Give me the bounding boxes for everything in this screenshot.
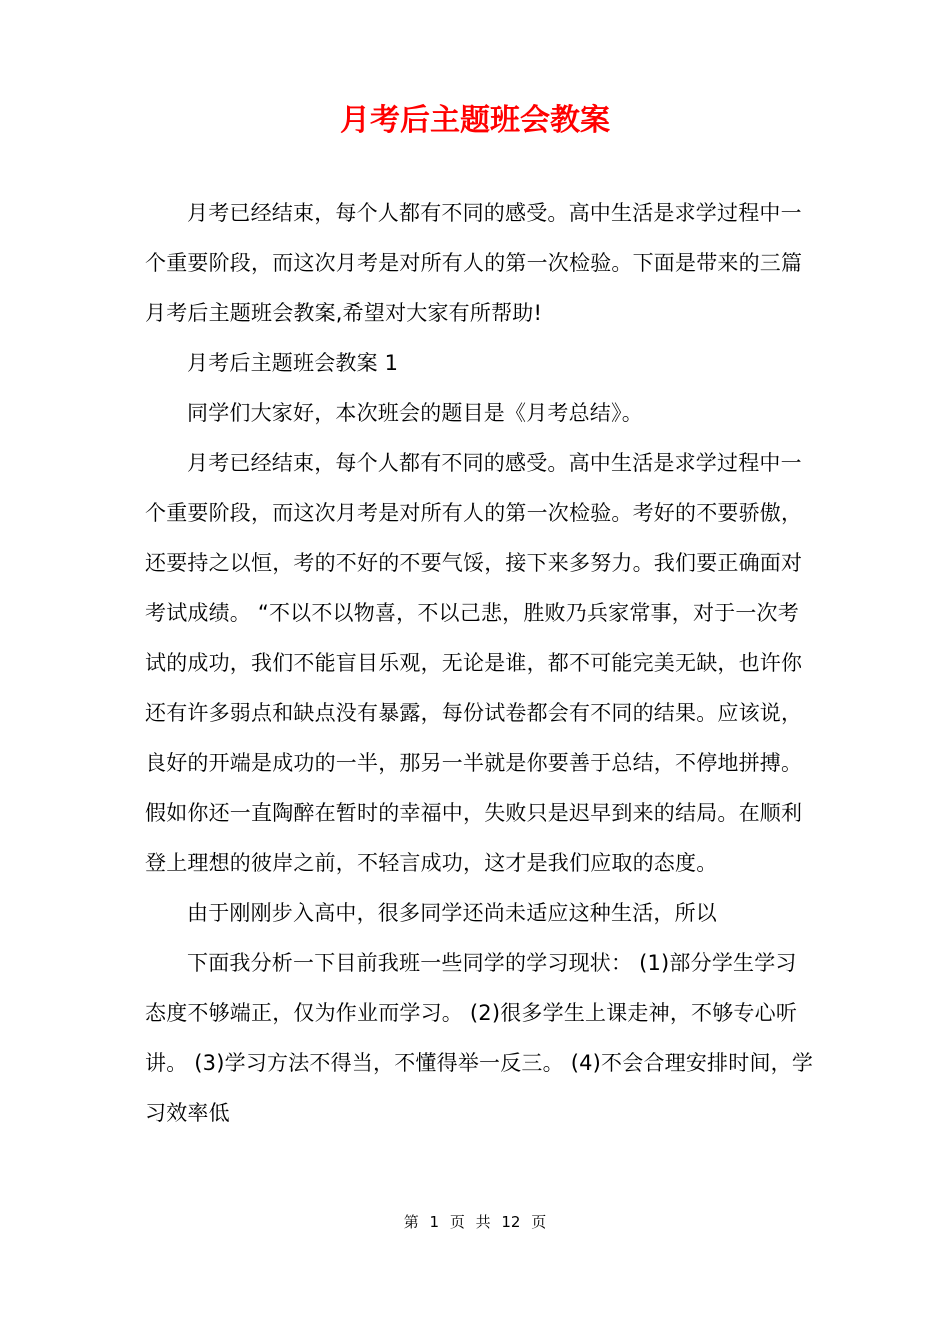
- intro-paragraph: 月考已经结束，每个人都有不同的感受。高中生活是求学过程中一个重要阶段，而这次月考是对所有人的第一次检验。下面是带来的三篇月考后主题班会教案,希望对大家有所帮助!: [145, 201, 803, 325]
- document-title: 月考后主题班会教案: [340, 103, 610, 138]
- page-number-footer: 第 1 页 共 12 页: [403, 1213, 547, 1231]
- body-paragraph: 由于刚刚步入高中，很多同学还尚未适应这种生活，所以: [187, 901, 717, 925]
- body-paragraph: 下面我分析一下目前我班一些同学的学习现状： (1)部分学生学习态度不够端正，仅为作业而学习。 (2)很多学生上课走神，不够专心听讲。 (3)学习方法不得当，不懂得举一反三。 (4)不会合理安排时间，学习效率低: [145, 951, 814, 1125]
- body-paragraph: 月考已经结束，每个人都有不同的感受。高中生活是求学过程中一个重要阶段，而这次月考是对所有人的第一次检验。考好的不要骄傲，还要持之以恒，考的不好的不要气馁，接下来多努力。我们要正确面对考试成绩。 “不以不以物喜，不以己悲，胜败乃兵家常事，对于一次考试的成功，我们不能盲目乐观，无论是谁，都不可能完美无缺，也许你还有许多弱点和缺点没有暴露，每份试卷都会有不同的结果。应该说，良好的开端是成功的一半，那另一半就是你要善于总结，不停地拼搏。假如你还一直陶醉在暂时的幸福中，失败只是迟早到来的结局。在顺利登上理想的彼岸之前，不轻言成功，这才是我们应取的态度。: [145, 451, 803, 875]
- greeting-paragraph: 同学们大家好，本次班会的题目是《月考总结》。: [187, 401, 643, 425]
- section-heading: 月考后主题班会教案 1: [187, 351, 399, 375]
- document-body: [145, 188, 815, 1138]
